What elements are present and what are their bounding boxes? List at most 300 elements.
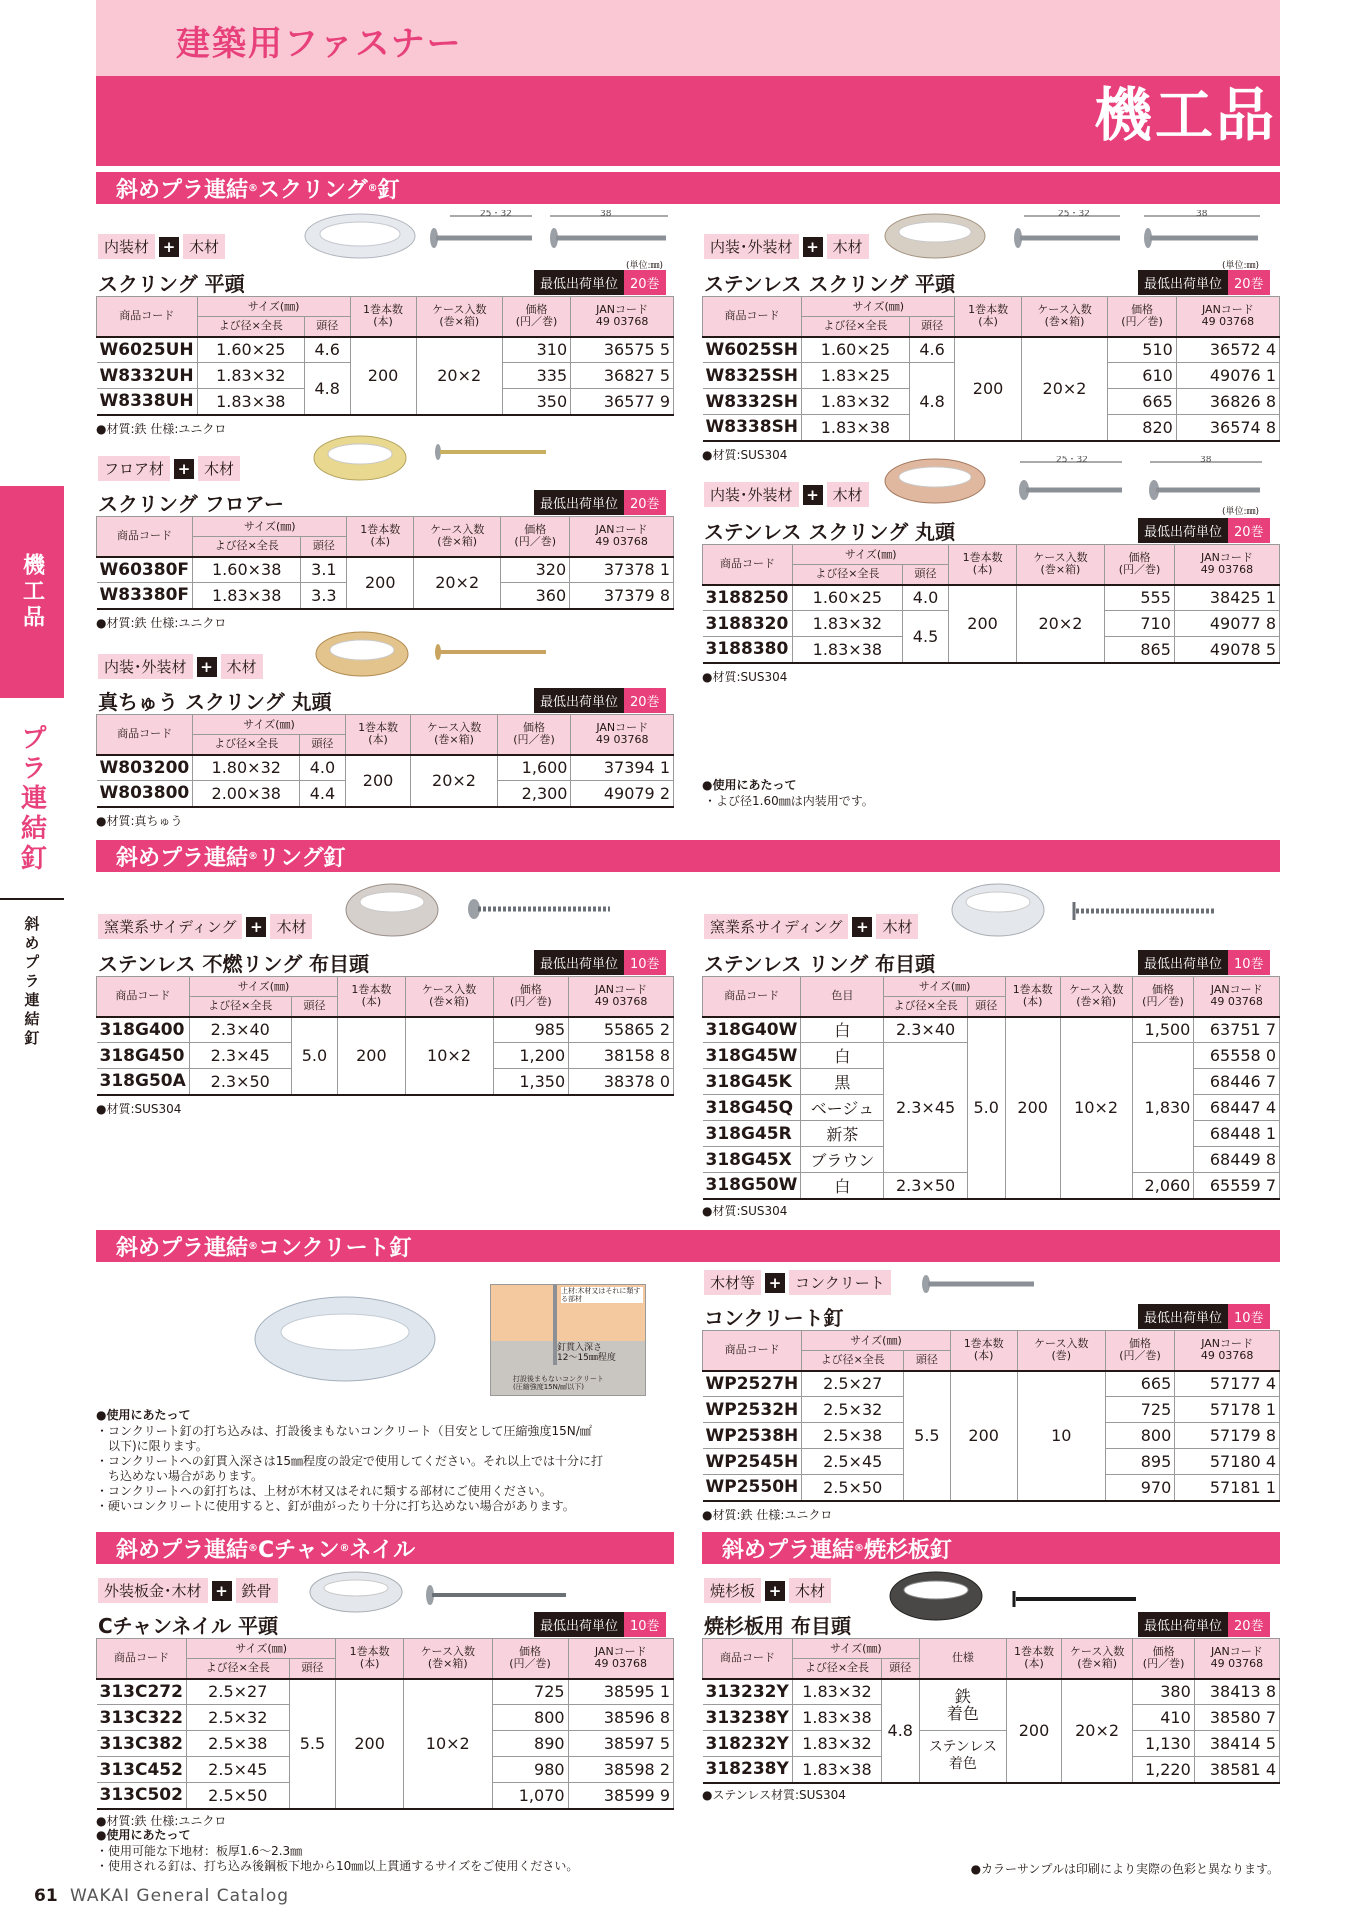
label-text: 20巻 xyxy=(1228,270,1270,295)
table-cell: 2.5×38 xyxy=(187,1731,290,1757)
material-tag xyxy=(98,234,225,259)
table-cell: 68446 7 xyxy=(1194,1069,1280,1095)
table-cell: 665 xyxy=(1108,389,1176,415)
table-cell: 2.5×32 xyxy=(802,1397,904,1423)
table-row xyxy=(703,1679,1280,1705)
label-text: 木材 xyxy=(198,456,240,481)
note-line: ・コンクリートへの釘貫入深さは15㎜程度の設定で使用してください。それ以上では十分に打 xyxy=(96,1454,604,1468)
catalog-name: WAKAI General Catalog xyxy=(70,1886,290,1906)
table-row xyxy=(703,1371,1280,1397)
table-header-cell: 価格 (円／巻) xyxy=(1105,1331,1175,1371)
table-cell: 865 xyxy=(1105,637,1175,663)
table-cell: 1.60×25 xyxy=(793,585,903,611)
table-cell: 57178 1 xyxy=(1175,1397,1280,1423)
table-cell: 710 xyxy=(1105,611,1175,637)
product-title: スクリング フロアー xyxy=(98,492,284,516)
label-text: + xyxy=(803,485,823,505)
table-header-cell: 1巻本数 (本) xyxy=(338,977,405,1017)
table-cell: 37379 8 xyxy=(570,583,674,609)
table-cell: ステンレス 着色 xyxy=(919,1731,1007,1783)
table-cell: 2,060 xyxy=(1132,1173,1194,1199)
label-text: 木材 xyxy=(183,234,225,259)
label-text: 外装板金･木材 xyxy=(98,1578,208,1603)
label-text: + xyxy=(212,1581,232,1601)
section-band-cchan xyxy=(96,1532,674,1564)
table-cell: 200 xyxy=(336,1679,404,1809)
label-text: + xyxy=(852,917,872,937)
table-header-cell: ケース入数 (巻×箱) xyxy=(411,715,497,755)
table-cell: 200 xyxy=(955,337,1021,441)
side-tab-kikouhin[interactable]: 機工品 xyxy=(0,486,64,698)
table-cell: 1.83×32 xyxy=(197,363,304,389)
label-text: 木材等 xyxy=(704,1270,761,1295)
table-cell: 55865 2 xyxy=(569,1017,674,1043)
table-row xyxy=(97,557,674,583)
label-text: フロア材 xyxy=(98,456,170,481)
note-line: 以下)に限ります。 xyxy=(96,1439,208,1453)
note-line: ・コンクリートへの釘打ちは、上材が木材又はそれに類する部材にご使用ください。 xyxy=(96,1484,552,1498)
material-note: ●材質:SUS304 xyxy=(702,670,788,684)
label-text: 釘 xyxy=(377,177,400,203)
table-cell: 36577 9 xyxy=(571,389,674,415)
table-cell: 38413 8 xyxy=(1194,1679,1279,1705)
table-cell: 313238Y xyxy=(703,1705,793,1731)
product-table xyxy=(96,714,674,808)
table-cell: 36827 5 xyxy=(571,363,674,389)
table-cell: 510 xyxy=(1108,337,1176,363)
label-text: 斜めプラ連結 xyxy=(722,1537,855,1563)
table-header-cell: 商品コード xyxy=(703,1639,793,1679)
table-header-cell: JANコード 49 03768 xyxy=(570,517,674,557)
nail-dimension-image xyxy=(1010,456,1266,506)
table-cell: 320 xyxy=(501,557,570,583)
table-cell: 318G400 xyxy=(97,1017,190,1043)
label-text: 内装･外装材 xyxy=(704,482,799,507)
label-text: Cチャン xyxy=(258,1537,340,1563)
min-lot xyxy=(534,688,666,713)
table-cell: ブラウン xyxy=(801,1147,884,1173)
table-cell: 970 xyxy=(1105,1475,1175,1501)
nail-coil-image xyxy=(306,1566,406,1618)
table-cell: 310 xyxy=(502,337,570,363)
table-header-cell: 価格 (円／巻) xyxy=(497,715,571,755)
table-header-cell: 頭径 xyxy=(904,1351,950,1371)
table-header-cell: JANコード 49 03768 xyxy=(1194,977,1280,1017)
label-text: ® xyxy=(854,1542,865,1554)
label-text: 最低出荷単位 xyxy=(1138,1304,1228,1329)
label-text: 最低出荷単位 xyxy=(534,490,624,515)
table-cell: 895 xyxy=(1105,1449,1175,1475)
label-text: ® xyxy=(248,850,259,862)
material-tag xyxy=(98,654,263,679)
table-cell: 20×2 xyxy=(411,755,497,807)
header-category: 建築用ファスナー xyxy=(176,24,463,64)
table-cell: 49078 5 xyxy=(1174,637,1279,663)
table-header-cell: 価格 (円／巻) xyxy=(1108,297,1176,337)
table-cell: 3188320 xyxy=(703,611,793,637)
label-text: 20巻 xyxy=(624,490,666,515)
table-cell: 410 xyxy=(1133,1705,1194,1731)
table-cell: 200 xyxy=(338,1017,405,1095)
table-header-cell: 商品コード xyxy=(97,517,193,557)
table-header-cell: JANコード 49 03768 xyxy=(571,715,674,755)
table-header-cell: 価格 (円／巻) xyxy=(492,1639,568,1679)
table-row xyxy=(97,755,674,781)
col-jan: JANコード 49 03768 xyxy=(571,297,674,337)
side-tab-slant-pla-nail[interactable]: 斜めプラ連結釘 xyxy=(22,915,41,1049)
table-cell: 318G45K xyxy=(703,1069,801,1095)
label-text: 最低出荷単位 xyxy=(534,688,624,713)
table-header-cell: 仕様 xyxy=(919,1639,1007,1679)
table-cell: 335 xyxy=(502,363,570,389)
label-text: ネイル xyxy=(349,1537,416,1563)
table-cell: 4.8 xyxy=(909,363,955,441)
material-note: ●材質:SUS304 xyxy=(702,448,788,462)
table-cell: 200 xyxy=(1007,1679,1062,1783)
material-tag xyxy=(98,456,240,481)
table-header-cell: 頭径 xyxy=(301,537,347,557)
table-cell: 57180 4 xyxy=(1175,1449,1280,1475)
table-cell: 2.3×50 xyxy=(884,1173,967,1199)
table-cell: 313232Y xyxy=(703,1679,793,1705)
material-tag xyxy=(704,234,869,259)
table-header-cell: JANコード 49 03768 xyxy=(1194,1639,1279,1679)
product-table xyxy=(702,1330,1280,1502)
table-cell: 10×2 xyxy=(404,1679,493,1809)
table-header-cell: よび径×全長 xyxy=(187,1659,290,1679)
nail-coil-image xyxy=(880,450,990,512)
table-cell: 1,500 xyxy=(1132,1017,1194,1043)
table-cell: 1.83×32 xyxy=(793,1679,882,1705)
table-cell: 2.3×40 xyxy=(884,1017,967,1043)
table-cell: 1.83×38 xyxy=(193,583,301,609)
table-row xyxy=(97,337,674,363)
table-cell: 37394 1 xyxy=(571,755,674,781)
product-table xyxy=(96,976,674,1096)
product-title: コンクリート釘 xyxy=(704,1306,844,1330)
label-text: 鉄骨 xyxy=(236,1578,278,1603)
table-header-cell: JANコード 49 03768 xyxy=(568,1639,673,1679)
product-table xyxy=(96,516,674,610)
label-text: 最低出荷単位 xyxy=(534,270,624,295)
side-tab-pla-nail[interactable]: プラ連結釘 xyxy=(0,712,64,886)
table-cell: 1.83×25 xyxy=(802,363,910,389)
table-cell: W803200 xyxy=(97,755,193,781)
label-text: ® xyxy=(248,1542,259,1554)
label-text: ® xyxy=(367,182,378,194)
table-cell: 1.83×38 xyxy=(793,1757,882,1783)
nail-coil-image xyxy=(312,624,412,684)
page-number: 61 xyxy=(34,1886,58,1906)
table-cell: 36574 8 xyxy=(1176,415,1279,441)
usage-title: ●使用にあたって xyxy=(96,1408,191,1422)
label-text: 最低出荷単位 xyxy=(534,950,624,975)
table-row xyxy=(703,1731,1280,1757)
min-lot xyxy=(534,1612,666,1637)
label-text: 木材 xyxy=(827,234,869,259)
table-cell: 2.5×50 xyxy=(802,1475,904,1501)
label-text: 斜めプラ連結 xyxy=(116,1537,249,1563)
table-cell: 1,070 xyxy=(492,1783,568,1809)
nail-coil-image xyxy=(310,428,410,486)
table-cell: 20×2 xyxy=(416,337,502,415)
label-text: 斜めプラ連結 xyxy=(116,845,249,871)
min-lot xyxy=(534,490,666,515)
table-cell: 1,350 xyxy=(493,1069,569,1095)
note-line: ・使用可能な下地材：板厚1.6～2.3㎜ xyxy=(96,1844,303,1858)
table-cell: 2.5×50 xyxy=(187,1783,290,1809)
table-header-cell: サイズ(㎜) xyxy=(793,1639,920,1659)
table-cell: 10×2 xyxy=(1060,1017,1132,1199)
material-tag xyxy=(704,1578,831,1603)
svg-text:25・32: 25・32 xyxy=(1058,210,1090,219)
table-cell: 1.60×25 xyxy=(197,337,304,363)
table-cell: 3.3 xyxy=(301,583,347,609)
table-header-cell: ケース入数 (巻×箱) xyxy=(1021,297,1108,337)
material-note: ●材質:SUS304 xyxy=(96,1102,182,1116)
table-cell: 新茶 xyxy=(801,1121,884,1147)
material-tag xyxy=(98,1578,278,1603)
table-header-cell: サイズ(㎜) xyxy=(189,977,337,997)
table-header-cell: よび径×全長 xyxy=(793,565,903,585)
table-cell: 4.5 xyxy=(902,611,949,663)
nail-image xyxy=(1010,1588,1140,1610)
table-cell: 1.83×32 xyxy=(793,611,903,637)
table-cell: W6025SH xyxy=(703,337,802,363)
material-tag xyxy=(704,482,869,507)
table-header-cell: 商品コード xyxy=(703,1331,802,1371)
table-header-cell: 商品コード xyxy=(97,715,193,755)
label-text: + xyxy=(159,237,179,257)
unit-label: (単位:㎜) xyxy=(1222,261,1260,271)
table-cell: 5.5 xyxy=(289,1679,336,1809)
table-cell: 49079 2 xyxy=(571,781,674,807)
table-cell: 36575 5 xyxy=(571,337,674,363)
product-table xyxy=(702,976,1280,1200)
product-table xyxy=(96,1638,674,1810)
table-header-cell: 1巻本数 (本) xyxy=(950,1331,1017,1371)
min-lot xyxy=(1138,1612,1270,1637)
label-text: 最低出荷単位 xyxy=(1138,950,1228,975)
table-cell: 68448 1 xyxy=(1194,1121,1280,1147)
table-cell: WP2545H xyxy=(703,1449,802,1475)
table-cell: 2.5×38 xyxy=(802,1423,904,1449)
table-cell: 1,600 xyxy=(497,755,571,781)
table-cell: 3188250 xyxy=(703,585,793,611)
table-header-cell: 色目 xyxy=(801,977,884,1017)
label-text: 10巻 xyxy=(624,950,666,975)
table-cell: 200 xyxy=(345,755,411,807)
table-header-cell: 商品コード xyxy=(703,977,801,1017)
table-cell: 2.5×27 xyxy=(187,1679,290,1705)
nail-image xyxy=(430,640,550,664)
material-note: ●材質:鉄 仕様:ユニクロ xyxy=(96,616,227,630)
table-cell: 38414 5 xyxy=(1194,1731,1279,1757)
label-text: 20巻 xyxy=(624,270,666,295)
table-cell: 318G45R xyxy=(703,1121,801,1147)
min-lot xyxy=(1138,518,1270,543)
table-header-cell: 価格 (円／巻) xyxy=(1105,545,1175,585)
table-cell: 313C272 xyxy=(97,1679,187,1705)
min-lot xyxy=(534,270,666,295)
table-cell: 1.60×38 xyxy=(193,557,301,583)
table-cell: 5.0 xyxy=(967,1017,1005,1199)
label-text: 最低出荷単位 xyxy=(1138,1612,1228,1637)
table-header-cell: JANコード 49 03768 xyxy=(1174,545,1279,585)
table-cell: 350 xyxy=(502,389,570,415)
table-cell: 65559 7 xyxy=(1194,1173,1280,1199)
table-cell: 49077 8 xyxy=(1174,611,1279,637)
svg-text:38: 38 xyxy=(1200,456,1212,465)
usage-notes xyxy=(96,1844,578,1874)
header-title: 機工品 xyxy=(1093,81,1277,149)
table-cell: 57181 1 xyxy=(1175,1475,1280,1501)
label-text: コンクリート釘 xyxy=(258,1235,412,1261)
table-header-cell: よび径×全長 xyxy=(193,735,300,755)
section-band-scring xyxy=(96,172,1280,204)
nail-image xyxy=(420,1580,570,1610)
table-cell: 4.6 xyxy=(304,337,350,363)
table-header-cell: 1巻本数 (本) xyxy=(1005,977,1060,1017)
table-header-cell: 商品コード xyxy=(703,545,793,585)
table-cell: 318232Y xyxy=(703,1731,793,1757)
label-text: 10巻 xyxy=(1228,950,1270,975)
table-cell: 20×2 xyxy=(1021,337,1108,441)
table-cell: 318G45X xyxy=(703,1147,801,1173)
usage-note: ・よび径1.60㎜は内装用です。 xyxy=(704,794,874,808)
label-text: + xyxy=(246,917,266,937)
table-header-cell: ケース入数 (巻×箱) xyxy=(1016,545,1104,585)
product-title: ステンレス 不燃リング 布目頭 xyxy=(98,952,370,976)
table-cell: 555 xyxy=(1105,585,1175,611)
table-cell: 白 xyxy=(801,1173,884,1199)
product-table xyxy=(702,296,1280,442)
table-header-cell: 商品コード xyxy=(97,1639,187,1679)
material-tag xyxy=(98,914,312,939)
table-cell: 318G45Q xyxy=(703,1095,801,1121)
table-header-cell: ケース入数 (巻×箱) xyxy=(414,517,501,557)
table-cell: 1.80×32 xyxy=(193,755,300,781)
note-line: ・使用される釘は、打ち込み後鋼板下地から10㎜以上貫通するサイズをご使用ください。 xyxy=(96,1859,579,1873)
table-cell: WP2550H xyxy=(703,1475,802,1501)
table-cell: 4.4 xyxy=(300,781,345,807)
label-text: + xyxy=(765,1581,785,1601)
table-cell: 980 xyxy=(492,1757,568,1783)
label-text: 最低出荷単位 xyxy=(534,1612,624,1637)
table-header-cell: JANコード 49 03768 xyxy=(1176,297,1279,337)
table-header-cell: JANコード 49 03768 xyxy=(1175,1331,1280,1371)
min-lot xyxy=(1138,270,1270,295)
table-cell: W8338UH xyxy=(97,389,198,415)
table-header-cell: よび径×全長 xyxy=(793,1659,882,1679)
table-cell: W8332SH xyxy=(703,389,802,415)
nail-coil-image xyxy=(880,206,990,266)
label-text: 焼杉板 xyxy=(704,1578,761,1603)
table-header-cell: ケース入数 (巻×箱) xyxy=(1060,977,1132,1017)
table-cell: 1.60×25 xyxy=(802,337,910,363)
label-text: コンクリート xyxy=(789,1270,891,1295)
table-cell: 2.5×32 xyxy=(187,1705,290,1731)
table-cell: 313C382 xyxy=(97,1731,187,1757)
note-line: ・硬いコンクリートに使用すると、釘が曲がったり十分に打ち込めない場合があります。 xyxy=(96,1499,575,1513)
table-cell: 20×2 xyxy=(1016,585,1104,663)
table-cell: 2.5×27 xyxy=(802,1371,904,1397)
table-cell: 36826 8 xyxy=(1176,389,1279,415)
material-note: ●材質:SUS304 xyxy=(702,1204,788,1218)
table-cell: 65558 0 xyxy=(1194,1043,1280,1069)
product-title: ステンレス スクリング 平頭 xyxy=(704,272,956,296)
table-cell: 4.8 xyxy=(304,363,350,415)
table-cell: 5.5 xyxy=(904,1371,950,1501)
usage-notes xyxy=(96,1424,686,1514)
table-header-cell: 1巻本数 (本) xyxy=(949,545,1017,585)
table-cell: 2.5×45 xyxy=(802,1449,904,1475)
unit-label: (単位:㎜) xyxy=(626,261,664,271)
table-cell: 725 xyxy=(492,1679,568,1705)
table-cell: 63751 7 xyxy=(1194,1017,1280,1043)
col-per: 1巻本数 (本) xyxy=(350,297,416,337)
table-cell: 200 xyxy=(350,337,416,415)
table-cell: 318G45W xyxy=(703,1043,801,1069)
section-band-concrete xyxy=(96,1230,1280,1262)
table-cell: 2.3×45 xyxy=(884,1043,967,1173)
usage-title: ●使用にあたって xyxy=(702,778,797,792)
table-cell: 318G450 xyxy=(97,1043,190,1069)
label-text: 木材 xyxy=(827,482,869,507)
material-note: ●材質:真ちゅう xyxy=(96,814,183,828)
svg-text:25・32: 25・32 xyxy=(1056,456,1088,465)
table-header-cell: 頭径 xyxy=(902,565,949,585)
table-header-cell: 価格 (円／巻) xyxy=(1133,1639,1194,1679)
table-cell: 1.83×38 xyxy=(793,637,903,663)
label-text: 最低出荷単位 xyxy=(1138,518,1228,543)
table-header-cell: よび径×全長 xyxy=(189,997,291,1017)
table-header-cell: ケース入数 (巻×箱) xyxy=(405,977,493,1017)
table-row xyxy=(703,585,1280,611)
col-diam: よび径×全長 xyxy=(197,317,304,337)
product-table xyxy=(702,1638,1280,1784)
table-cell: 318238Y xyxy=(703,1757,793,1783)
table-header-cell: ケース入数 (巻×箱) xyxy=(404,1639,493,1679)
table-cell: 38580 7 xyxy=(1194,1705,1279,1731)
col-head: 頭径 xyxy=(304,317,350,337)
nail-coil-image xyxy=(300,206,420,266)
table-cell: 2.3×50 xyxy=(189,1069,291,1095)
label-text: 内装･外装材 xyxy=(704,234,799,259)
table-cell: 38597 5 xyxy=(568,1731,673,1757)
nail-dimension-image xyxy=(420,210,670,256)
col-code: 商品コード xyxy=(97,297,198,337)
table-cell: W83380F xyxy=(97,583,193,609)
table-cell: 1.83×38 xyxy=(802,415,910,441)
label-text: 10巻 xyxy=(624,1612,666,1637)
table-cell: WP2527H xyxy=(703,1371,802,1397)
label-text: 20巻 xyxy=(1228,1612,1270,1637)
table-cell: 318G50A xyxy=(97,1069,190,1095)
table-cell: 38581 4 xyxy=(1194,1757,1279,1783)
table-header-cell: よび径×全長 xyxy=(884,997,967,1017)
table-cell: 1.83×32 xyxy=(793,1731,882,1757)
label-text: 斜めプラ連結 xyxy=(116,177,249,203)
table-cell: 2.5×45 xyxy=(187,1757,290,1783)
nail-image xyxy=(918,1272,1038,1296)
table-cell: 68449 8 xyxy=(1194,1147,1280,1173)
table-header-cell: 頭径 xyxy=(967,997,1005,1017)
product-title: 真ちゅう スクリング 丸頭 xyxy=(98,690,332,714)
table-cell: 4.8 xyxy=(881,1679,919,1783)
side-divider xyxy=(0,898,64,900)
table-cell: 38378 0 xyxy=(569,1069,674,1095)
